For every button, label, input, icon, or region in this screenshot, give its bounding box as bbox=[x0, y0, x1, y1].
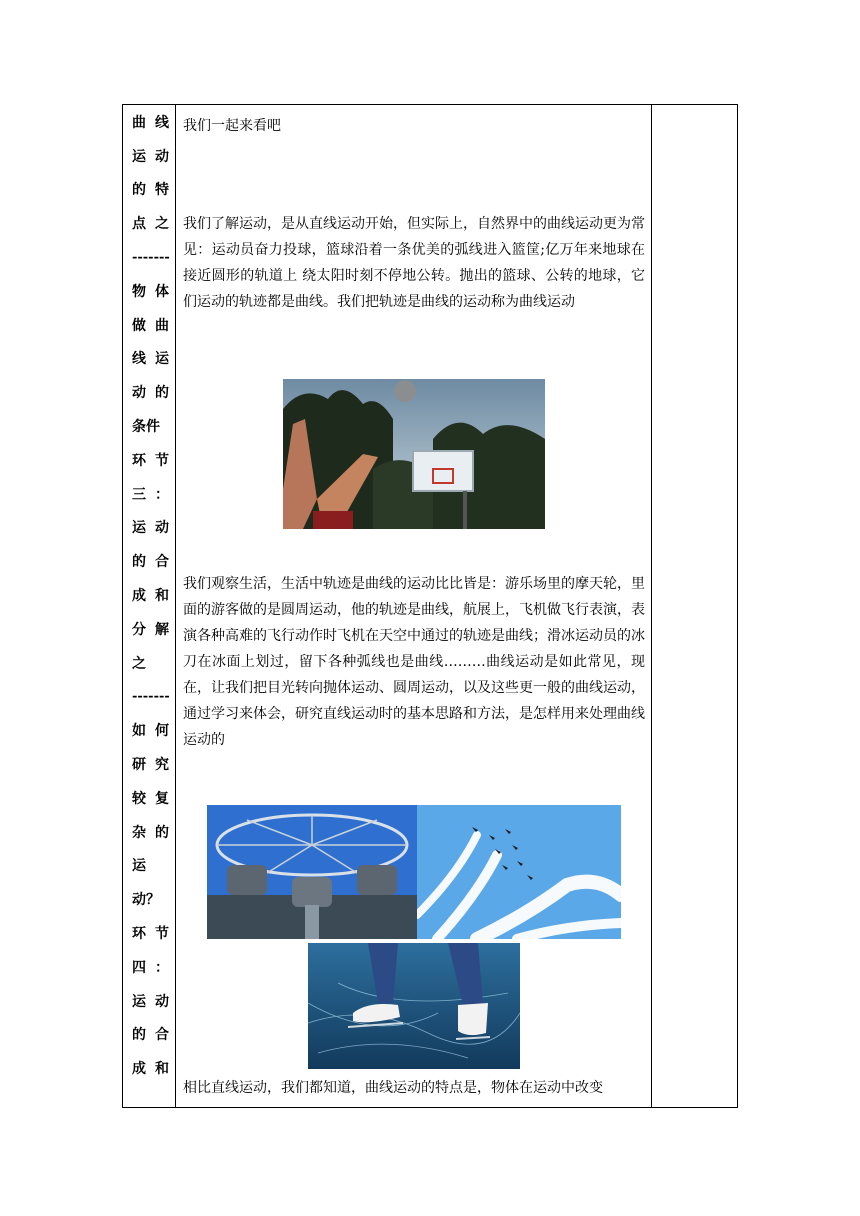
section-heading-line bbox=[123, 308, 175, 342]
column-divider-left bbox=[175, 105, 176, 1107]
section-heading-line bbox=[123, 781, 175, 815]
section-heading-line bbox=[123, 815, 175, 849]
section-heading-line bbox=[123, 342, 175, 376]
section-heading-line bbox=[123, 105, 175, 139]
heading-char: 三 bbox=[132, 486, 146, 503]
heading-char: 和 bbox=[155, 588, 169, 605]
heading-char: 成 bbox=[132, 588, 146, 605]
heading-char: 体 bbox=[155, 283, 169, 300]
heading-char: 较 bbox=[132, 790, 146, 807]
paragraph-curve-feature: 相比直线运动，我们都知道，曲线运动的特点是，物体在运动中改变 bbox=[183, 1080, 603, 1096]
section-heading-line bbox=[123, 984, 175, 1018]
heading-char: 环 bbox=[132, 926, 146, 943]
heading-char: 合 bbox=[155, 554, 169, 571]
section-heading-line bbox=[123, 612, 175, 646]
heading-char: 成 bbox=[132, 1061, 146, 1078]
ferris-wheel-photo bbox=[207, 805, 417, 939]
section-heading-line: 动？ bbox=[132, 892, 160, 909]
heading-char: 合 bbox=[155, 1027, 169, 1044]
heading-char: 运 bbox=[132, 993, 146, 1010]
section-heading-line: 条件 bbox=[132, 419, 160, 436]
heading-char: 分 bbox=[132, 621, 146, 638]
heading-char: 的 bbox=[132, 1027, 146, 1044]
heading-char: 的 bbox=[132, 554, 146, 571]
heading-char: 节 bbox=[155, 452, 169, 469]
heading-char: 动 bbox=[155, 993, 169, 1010]
section-heading-line bbox=[123, 173, 175, 207]
heading-char: 和 bbox=[155, 1061, 169, 1078]
heading-char: ： bbox=[155, 959, 169, 976]
section-heading-line bbox=[123, 139, 175, 173]
column-divider-right bbox=[651, 105, 652, 1107]
heading-char: 运 bbox=[132, 148, 146, 165]
section-heading-line bbox=[123, 916, 175, 950]
heading-char: 何 bbox=[155, 723, 169, 740]
section-heading-line: 运 bbox=[132, 858, 146, 875]
section-heading-line: ------- bbox=[132, 249, 170, 265]
paragraph-observe-life: 我们观察生活，生活中轨迹是曲线的运动比比皆是：游乐场里的摩天轮，里面的游客做的是圆周运动，他的轨迹是曲线，航展上，飞机做飞行表演，表演各种高难的飞行动作时飞机在天空中通过的轨迹是曲线；滑冰运动员的冰刀在冰面上划过，留下各种弧线也是曲线………曲线运动是如此常见，现在，让我们把目光转向抛体运动、圆周运动，以及这些更一般的曲线运动，通过学习来体会，研究直线运动时的基本思路和方法，是怎样用来处理曲线运动的 bbox=[183, 576, 645, 748]
section-heading-line bbox=[123, 477, 175, 511]
heading-char: 运 bbox=[132, 520, 146, 537]
heading-char: 动 bbox=[155, 148, 169, 165]
heading-char: 的 bbox=[132, 182, 146, 199]
section-heading-line bbox=[123, 274, 175, 308]
heading-char: 线 bbox=[132, 351, 146, 368]
section-heading-line bbox=[123, 206, 175, 240]
heading-char: 运 bbox=[155, 351, 169, 368]
heading-char: 做 bbox=[132, 317, 146, 334]
section-heading-line bbox=[123, 544, 175, 578]
heading-char: 杂 bbox=[132, 824, 146, 841]
heading-char: 物 bbox=[132, 283, 146, 300]
heading-char: ： bbox=[155, 486, 169, 503]
section-heading-column bbox=[123, 105, 175, 1085]
heading-char: 究 bbox=[155, 757, 169, 774]
section-heading-line bbox=[123, 713, 175, 747]
heading-char: 动 bbox=[132, 385, 146, 402]
section-heading-line: ------- bbox=[132, 688, 170, 704]
heading-char: 曲 bbox=[132, 114, 146, 131]
heading-char: 研 bbox=[132, 757, 146, 774]
heading-char: 的 bbox=[155, 824, 169, 841]
heading-char: 复 bbox=[155, 790, 169, 807]
heading-char: 四 bbox=[132, 959, 146, 976]
section-heading-line bbox=[123, 747, 175, 781]
jets-airshow-photo bbox=[417, 805, 621, 939]
heading-char: 动 bbox=[155, 520, 169, 537]
section-heading-line bbox=[123, 1018, 175, 1052]
section-heading-line bbox=[123, 375, 175, 409]
lesson-table bbox=[122, 104, 738, 1108]
intro-line: 我们一起来看吧 bbox=[183, 118, 281, 134]
heading-char: 特 bbox=[155, 182, 169, 199]
heading-char: 环 bbox=[132, 452, 146, 469]
heading-char: 如 bbox=[132, 723, 146, 740]
heading-char: 点 bbox=[132, 216, 146, 233]
section-heading-line bbox=[123, 443, 175, 477]
ice-skater-photo bbox=[308, 943, 520, 1069]
section-heading-line bbox=[123, 578, 175, 612]
section-heading-line: 之 bbox=[132, 655, 146, 672]
heading-char: 解 bbox=[155, 621, 169, 638]
heading-char: 线 bbox=[155, 114, 169, 131]
paragraph-curve-motion: 我们了解运动，是从直线运动开始，但实际上，自然界中的曲线运动更为常见：运动员奋力投球，篮球沿着一条优美的弧线进入篮筐;亿万年来地球在接近圆形的轨道上 绕太阳时刻不停地公转。抛出的篮球、公转的地球，它们运动的轨迹都是曲线。我们把轨迹是曲线的运动称为曲线运动 bbox=[183, 216, 645, 310]
section-heading-line bbox=[123, 1051, 175, 1085]
heading-char: 节 bbox=[155, 926, 169, 943]
basketball-photo bbox=[283, 379, 545, 529]
heading-char: 曲 bbox=[155, 317, 169, 334]
section-heading-line bbox=[123, 511, 175, 545]
heading-char: 之 bbox=[155, 216, 169, 233]
section-heading-line bbox=[123, 950, 175, 984]
heading-char: 的 bbox=[155, 385, 169, 402]
